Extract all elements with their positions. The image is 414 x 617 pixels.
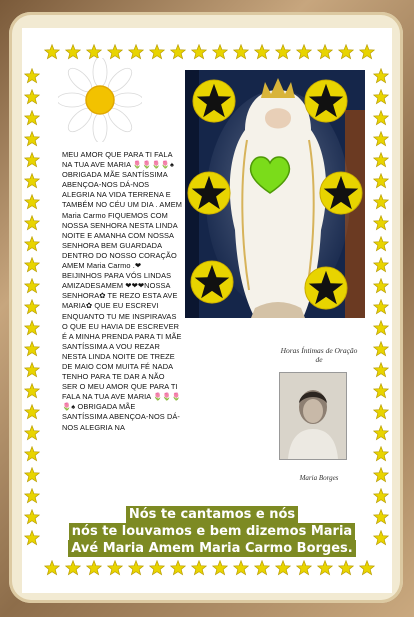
star-icon [128,560,144,576]
star-icon [373,173,389,189]
star-badge-icon [303,78,349,124]
star-icon [149,560,165,576]
star-badge-icon [189,259,235,305]
star-icon [24,362,40,378]
star-icon [44,560,60,576]
star-badge-icon [186,170,232,216]
star-icon [24,173,40,189]
star-icon [24,278,40,294]
star-icon [24,194,40,210]
star-icon [296,560,312,576]
star-icon [24,89,40,105]
star-icon [373,341,389,357]
star-icon [24,131,40,147]
star-icon [24,488,40,504]
star-icon [24,530,40,546]
star-icon [373,509,389,525]
star-icon [24,320,40,336]
bottom-caption [62,506,362,557]
star-icon [191,560,207,576]
star-icon [373,236,389,252]
star-icon [65,560,81,576]
star-icon [275,560,291,576]
star-icon [373,404,389,420]
star-icon [170,560,186,576]
star-icon [24,257,40,273]
star-icon [24,299,40,315]
star-badge-icon [191,78,237,124]
star-icon [24,68,40,84]
caption-line-3: Avé Maria Amem Maria Carmo Borges. [68,540,355,557]
star-icon [24,110,40,126]
star-icon [373,278,389,294]
star-icon [86,560,102,576]
heart-icon [248,153,292,197]
star-icon [233,44,249,60]
star-icon [24,509,40,525]
star-badge-icon [318,170,364,216]
left-text: MEU AMOR QUE PARA TI FALA NA TUA AVE MARIA 🌷🌷🌷🌷♠ OBRIGADA MÃE SANTÍSSIMA ABENÇOA-NOS DÁ-NOS ALEGRIA NA VIDA TERRENA E TAMBÉM NO CÉU UM DIA . AMEM Maria Carmo FIQUEMOS COM NOSSA SENHORA NESTA LINDA NOITE E AMANHA COM NOSSA SENHORA BEM GUARDADA DENTRO DO NOSSO CORAÇÃO AMEM Maria Carmo .❤ BEIJINHOS PARA VÓS LINDAS AMIZADESAMEM ❤❤❤NOSSA SENHORA✿ TE REZO ESTA AVE MARIA✿ QUE EU ESCREVI ENQUANTO TU ME INSPIRAVAS O QUE EU HAVIA DE ESCREVER É A MINHA PRENDA PARA TI MÃE SANTÍSSIMA A VOU REZAR NESTA LINDA NOITE DE TREZE DE MAIO COM MUITA FÉ NADA TENHO PARA TE DAR A NÃO SER O MEU AMOR QUE PARA TI FALA NA TUA AVE MARIA 🌷🌷🌷🌷♠ OBRIGADA MÃE SANTÍSSIMA ABENÇOA-NOS DÁ-NOS ALEGRIA NA [62,150,182,432]
star-icon [254,44,270,60]
star-icon [24,152,40,168]
star-icon [373,467,389,483]
daisy-icon [58,58,142,142]
prayer-title-line2: de [315,355,323,364]
star-icon [24,383,40,399]
star-icon [373,215,389,231]
portrait-caption: Maria Borges [299,474,339,482]
caption-line-2: nós te louvamos e bem dizemos Maria [69,523,355,540]
star-icon [373,110,389,126]
star-icon [24,425,40,441]
star-badge-icon [303,265,349,311]
star-icon [373,425,389,441]
star-icon [191,44,207,60]
star-icon [373,194,389,210]
star-icon [373,131,389,147]
star-icon [338,44,354,60]
prayer-title-line1: Horas Íntimas de Oração [280,346,358,355]
star-icon [254,560,270,576]
star-icon [149,44,165,60]
star-icon [24,341,40,357]
star-icon [296,44,312,60]
star-icon [275,44,291,60]
star-icon [373,299,389,315]
star-icon [373,383,389,399]
star-icon [212,44,228,60]
star-icon [317,560,333,576]
star-icon [373,257,389,273]
star-icon [24,446,40,462]
star-icon [373,488,389,504]
star-icon [373,152,389,168]
star-icon [212,560,228,576]
star-icon [24,404,40,420]
star-icon [373,68,389,84]
prayer-book-title [266,346,372,364]
portrait-photo [279,372,347,460]
star-icon [373,89,389,105]
star-icon [359,44,375,60]
star-icon [338,560,354,576]
star-icon [373,362,389,378]
star-icon [233,560,249,576]
star-icon [373,530,389,546]
star-icon [373,446,389,462]
star-icon [170,44,186,60]
star-icon [373,320,389,336]
star-icon [107,560,123,576]
star-icon [359,560,375,576]
star-icon [317,44,333,60]
star-icon [24,467,40,483]
caption-line-1: Nós te cantamos e nós [126,506,298,523]
star-icon [24,215,40,231]
star-icon [24,236,40,252]
